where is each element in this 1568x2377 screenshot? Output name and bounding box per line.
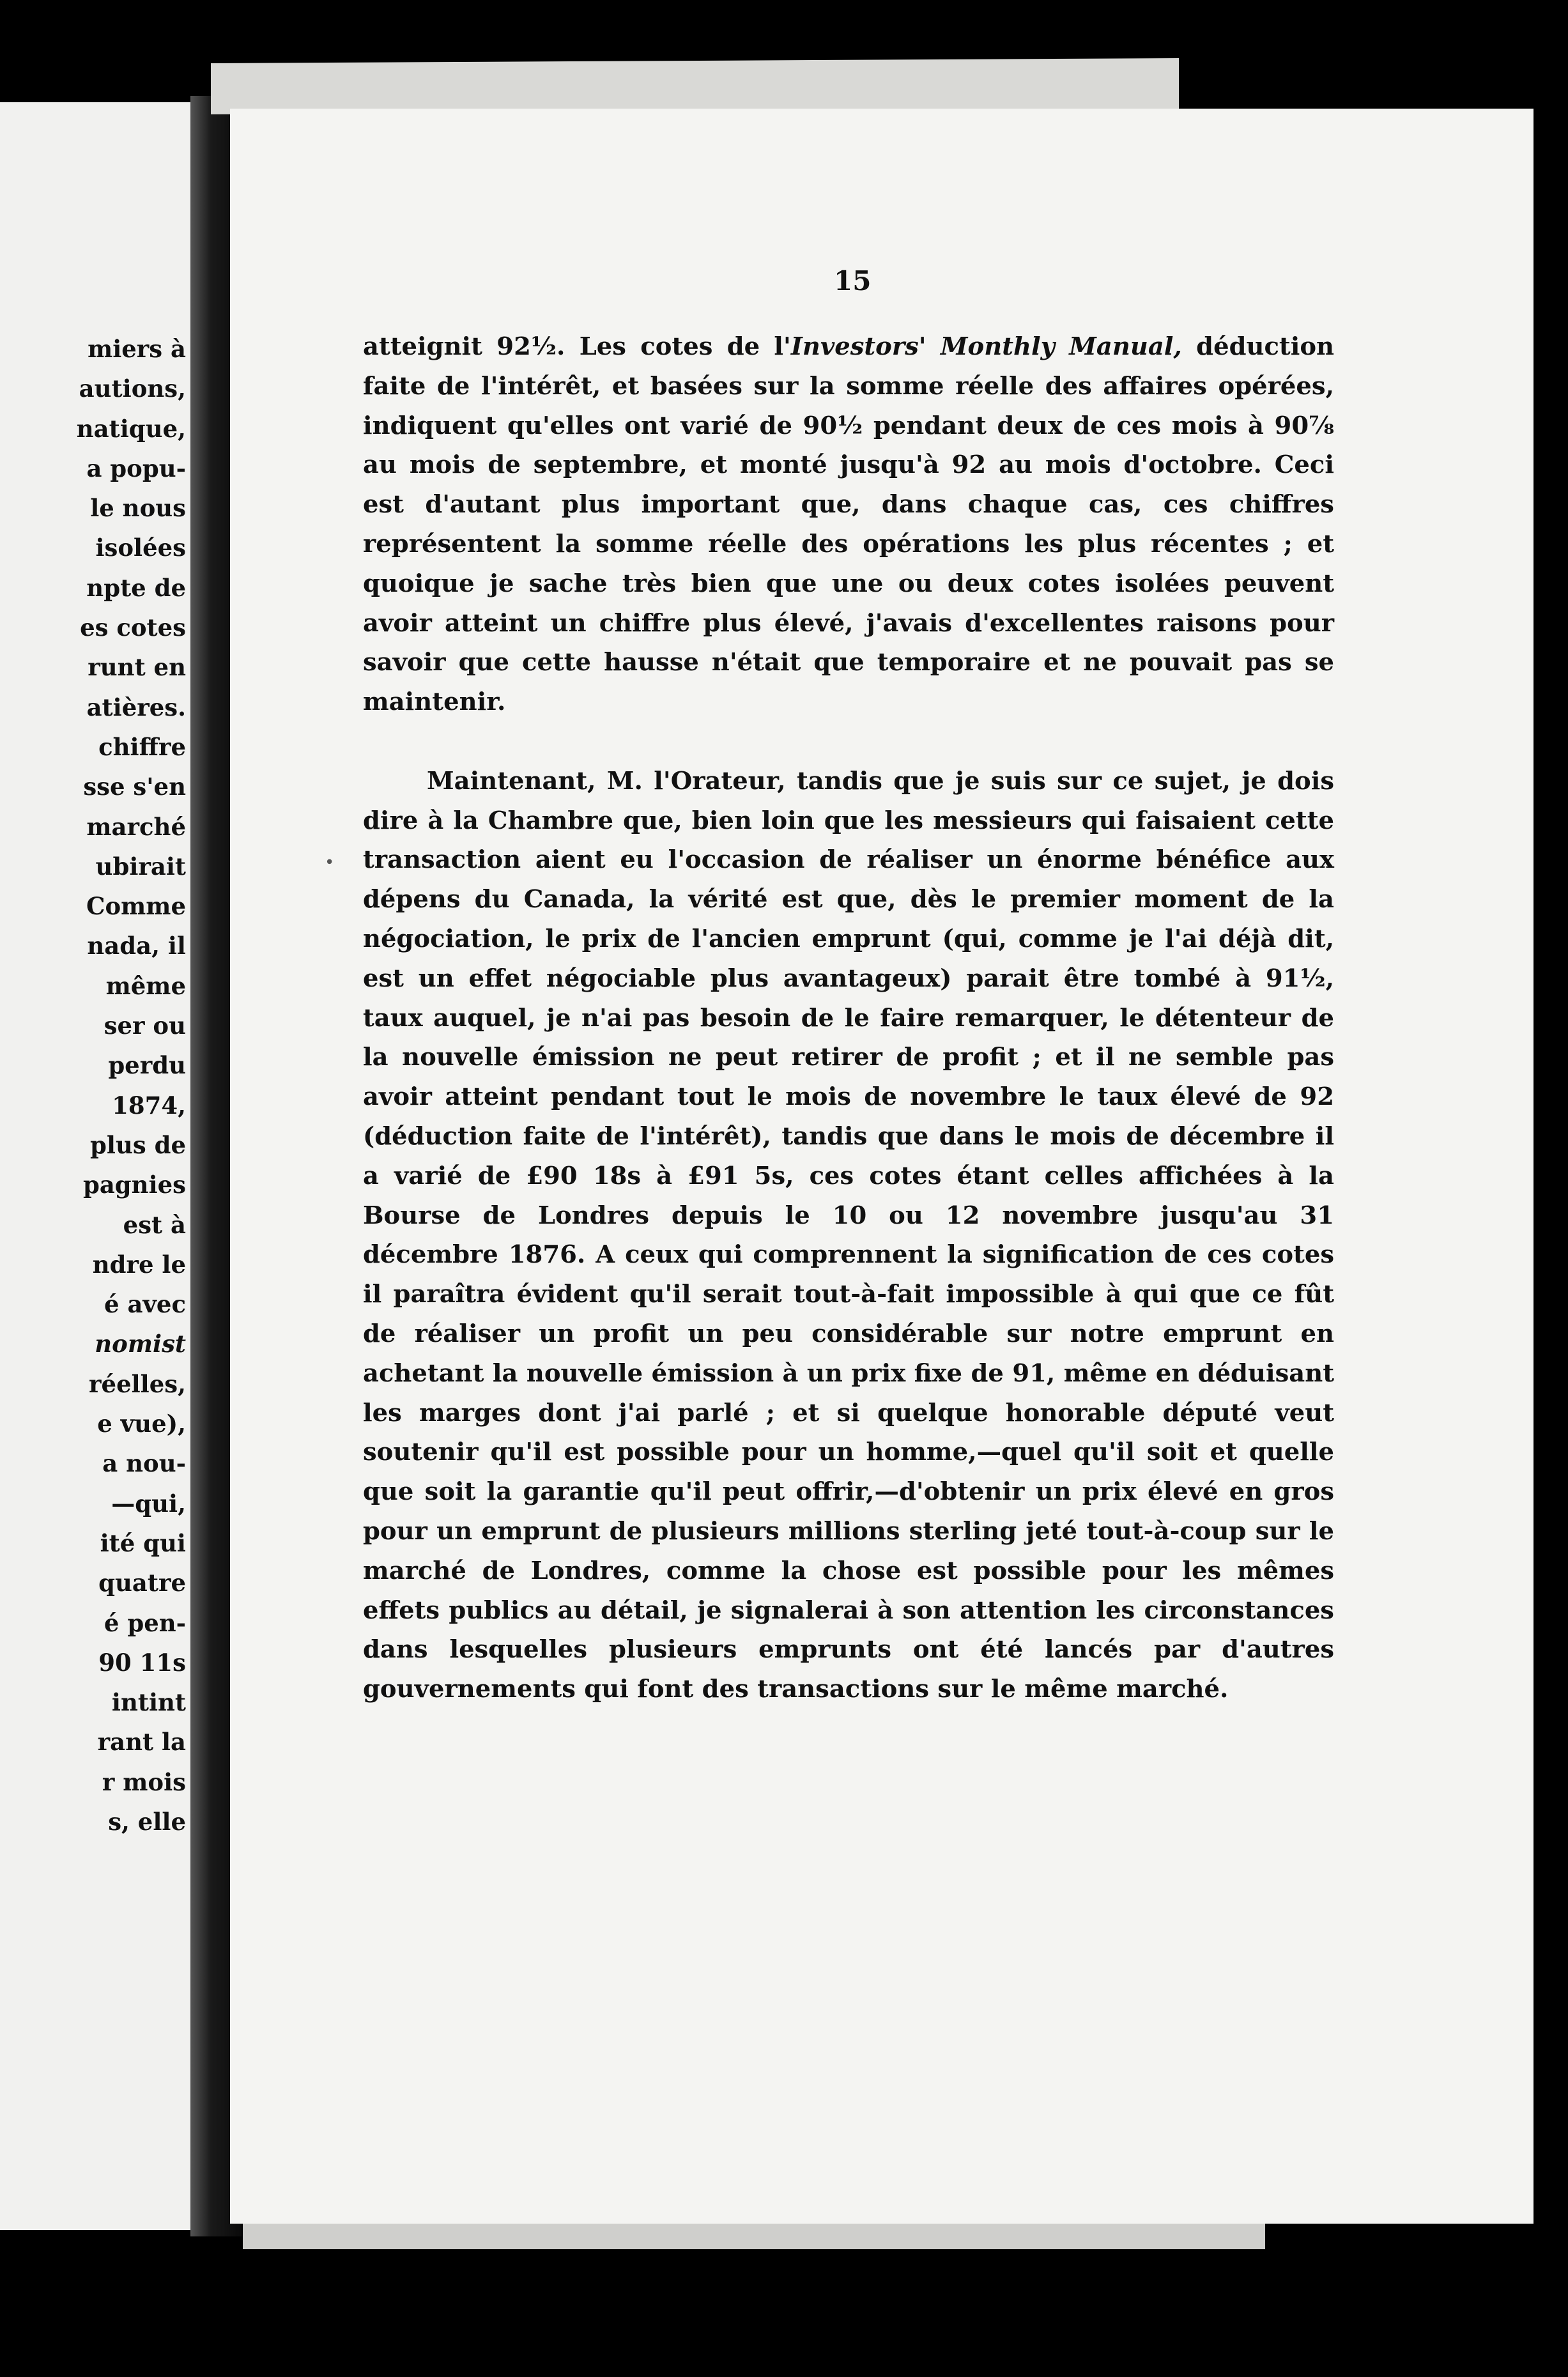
left-page-line: pagnies (82, 1171, 186, 1199)
left-page-line: r mois (102, 1767, 186, 1796)
left-page-line: 90 11s (98, 1648, 186, 1677)
left-page-line: a popu- (86, 454, 186, 482)
page-bottom-edge (243, 2224, 1265, 2249)
left-page-line: chiffre (98, 732, 186, 761)
paragraph-1-start: atteignit 92½. Les cotes de l' (363, 332, 791, 361)
left-page-line: é avec (104, 1290, 186, 1319)
left-page-line: marché (86, 812, 186, 841)
left-page-line: nomist (95, 1330, 186, 1358)
left-page-line: es cotes (80, 613, 186, 642)
body-text (363, 327, 1334, 1709)
page-number: 15 (834, 265, 872, 296)
paragraph-2: Maintenant, M. l'Orateur, tandis que je suis sur ce sujet, je dois dire à la Chambre que, bien loin que les messieurs qui faisaient cette transaction aient eu l'occasion de réaliser un énorme bénéfice aux dépens du Canada, la vérité est que, dès le premier moment de la négociation, le prix de l'ancien emprunt (qui, comme je l'ai déjà dit, est un effet négociable plus avantageux) parait être tombé à 91½, taux auquel, je n'ai pas besoin de le faire remarquer, le détenteur de la nouvelle émission ne peut retirer de profit ; et il ne semble pas avoir atteint pendant tout le mois de novembre le taux élevé de 92 (déduction faite de l'intérêt), tandis que dans le mois de décembre il a varié de £90 18s à £91 5s, ces cotes étant celles affichées à la Bourse de Londres depuis le 10 ou 12 novembre jusqu'au 31 décembre 1876. A ceux qui comprennent la signification de ces cotes il paraîtra évident qu'il serait tout-à-fait impossible à qui que ce fût de réaliser un profit un peu considérable sur notre emprunt en achetant la nouvelle émission à un prix fixe de 91, même en déduisant les marges dont j'ai parlé ; et si quelque honorable député veut soutenir qu'il est possible pour un homme,—quel qu'il soit et quelle que soit la garantie qu'il peut offrir,—d'obtenir un prix élevé en gros pour un emprunt de plusieurs millions sterling jeté tout-à-coup sur le marché de Londres, comme la chose est possible pour les mêmes effets publics au détail, je signalerai à son attention les circonstances dans lesquelles plusieurs emprunts ont été lancés par d'autres gouvernements qui font des transactions sur le même marché. (363, 766, 1334, 1704)
left-page-line: —qui, (111, 1489, 186, 1518)
left-page-line: intint (111, 1688, 186, 1717)
left-page-line: Comme (86, 892, 186, 921)
left-page-line: miers à (88, 335, 186, 363)
left-page-line: é pen- (104, 1608, 186, 1637)
page-top-edge (211, 58, 1179, 114)
left-page-line: sse s'en (83, 773, 186, 801)
left-page-line: ser ou (104, 1012, 186, 1040)
left-page-line: le nous (90, 494, 186, 523)
paragraph-1-rest: déduction faite de l'intérêt, et basées sur la somme réelle des affaires opérées, indiquent qu'elles ont varié de 90½ pendant deux de ces mois à 90⅞ au mois de septembre, et monté jusqu'à 92 au mois d'octobre. Ceci est d'autant plus important que, dans chaque cas, ces chiffres représentent la somme réelle des opérations les plus récentes ; et quoique je sache très bien que une ou deux cotes isolées peuvent avoir atteint un chiffre plus élevé, j'avais d'excellentes raisons pour savoir que cette hausse n'était que temporaire et ne pouvait pas se maintenir. (363, 332, 1334, 717)
left-page-line: même (105, 971, 186, 1000)
paragraph-1 (363, 327, 1334, 722)
left-page-line: natique, (76, 414, 186, 443)
left-page-line: rant la (97, 1728, 186, 1757)
left-page-line: npte de (86, 573, 186, 602)
left-page-line: quatre (98, 1569, 186, 1597)
left-page-line: autions, (79, 374, 186, 403)
left-page-line: atières. (86, 693, 186, 721)
left-page-line: e vue), (97, 1410, 186, 1438)
left-page-line: nada, il (87, 932, 186, 960)
left-page-line: a nou- (102, 1449, 186, 1478)
left-page-line: perdu (108, 1051, 186, 1080)
margin-dot: • (325, 853, 335, 872)
left-page-text (0, 329, 186, 1842)
left-page-line: ubirait (95, 852, 186, 881)
left-page-line: est à (123, 1210, 186, 1239)
left-page-line: 1874, (112, 1091, 186, 1119)
left-page-line: plus de (90, 1130, 186, 1159)
publication-title: Investors' Monthly Manual, (790, 332, 1182, 361)
left-page (0, 102, 195, 2230)
left-page-line: ité qui (100, 1528, 186, 1557)
left-page-line: s, elle (108, 1807, 186, 1836)
left-page-line: isolées (95, 534, 186, 562)
left-page-line: réelles, (89, 1369, 186, 1398)
left-page-line: runt en (88, 653, 186, 682)
left-page-line: ndre le (92, 1250, 186, 1279)
